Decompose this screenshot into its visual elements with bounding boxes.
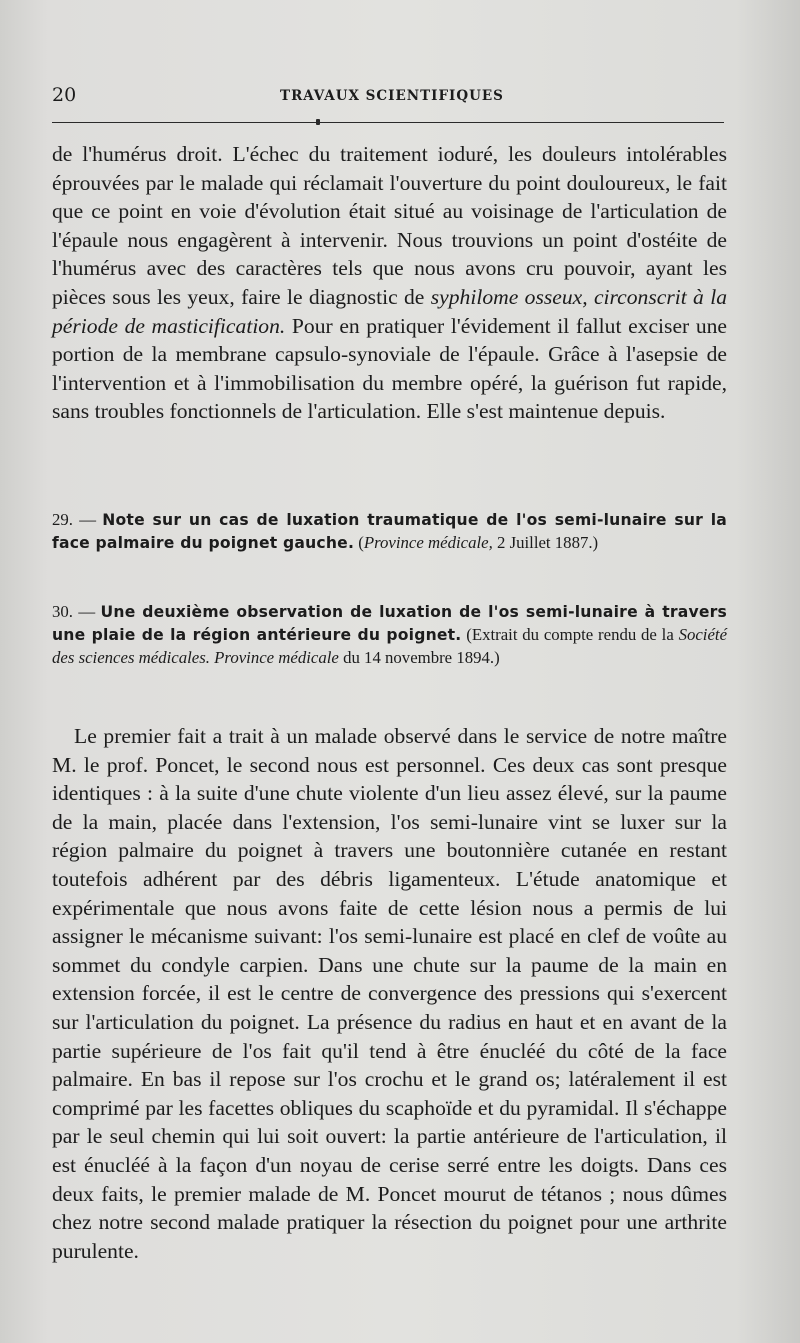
paragraph-text: de l'humérus droit. L'échec du traitement ioduré, les douleurs intolérables éprouvées par le malade qui réclamait l'ouverture du point douloureux, le fait que ce point en voie d'évolution était situé au voisinage de l'articulation de l'épaule nous engagèrent à intervenir. Nous trouvions un point d'ostéite de l'humérus avec des caractères tels que nous avons cru pouvoir, ayant les pièces sous les yeux, faire le diagnostic de xyxy=(52,142,727,309)
bibliography-entry-30 xyxy=(52,601,727,669)
entry-ref: ( xyxy=(354,532,364,552)
page-header xyxy=(52,84,732,108)
paragraph-text: Pour en pratiquer l'évidement il fallut exciser une portion de la membrane capsulo-synoviale de l'épaule. Grâce à l'asepsie de l'intervention et à l'immobilisation du membre opéré, la guérison fut rapide, sans troubles fonctionnels de l'articulation. Elle s'est maintenue depuis. xyxy=(52,313,727,424)
paragraph-italic: syphilome osseux, circonscrit à la période de masticification. xyxy=(52,284,727,338)
entry-ref: du 14 novembre 1894.) xyxy=(338,647,500,667)
entry-ref-journal: Société des sciences médicales. Province médicale xyxy=(52,624,728,667)
paragraph-text: Le premier fait a trait à un malade observé dans le service de notre maître M. le prof. Poncet, le second nous est personnel. Ces deux cas sont presque identiques : à la suite d'une chute violente d'un lieu assez élevé, sur la paume de la main, placée dans l'extension, l'os semi-lunaire vint se luxer sur la région palmaire du poignet à travers une boutonnière cutanée en restant toutefois adhérent par des débris ligamenteux. L'étude anatomique et expérimentale que nous avons faite de cette lésion nous a permis de lui assigner le mécanisme suivant: l'os semi-lunaire est placé en clef de voûte au sommet du condyle carpien. Dans une chute sur la paume de la main en extension forcée, il est le centre de convergence des pressions qui s'exercent sur l'articulation du poignet. La présence du radius en haut et en avant de la partie supérieure de l'os fait qu'il tend à être énucléé du côté de la face palmaire. En bas il repose sur l'os crochu et le grand os; latéralement il est comprimé par les facettes obliques du scaphoïde et du pyramidal. Il s'échappe par le seul chemin qui lui soit ouvert: la partie antérieure de l'articulation, il est énucléé à la façon d'un noyau de cerise serré entre les doigts. Dans ces deux faits, le premier malade de M. Poncet mourut de tétanos ; nous dûmes chez notre second malade pratiquer la résection du poignet pour une arthrite purulente. xyxy=(52,724,727,1263)
paragraph-humerus xyxy=(52,140,727,426)
entry-ref: (Extrait du compte rendu de la xyxy=(461,624,679,644)
entry-number: 29. — xyxy=(52,510,97,529)
page-number: 20 xyxy=(52,84,77,106)
entry-ref: 2 Juillet 1887.) xyxy=(492,532,599,552)
entry-number: 30. — xyxy=(52,602,96,621)
paragraph-semilunaire xyxy=(52,722,727,1265)
entry-title: Une deuxième observation de luxation de l'os semi-lunaire à travers une plaie de la région antérieure du poignet. xyxy=(52,603,727,644)
header-rule xyxy=(52,122,724,123)
bibliography-entry-29 xyxy=(52,509,727,555)
header-rule-mark xyxy=(316,119,320,125)
entry-ref-journal: Province médicale, xyxy=(363,532,493,552)
entry-title: Note sur un cas de luxation traumatique de l'os semi-lunaire sur la face palmaire du poignet gauche. xyxy=(52,511,728,552)
running-head: TRAVAUX SCIENTIFIQUES xyxy=(280,88,504,104)
